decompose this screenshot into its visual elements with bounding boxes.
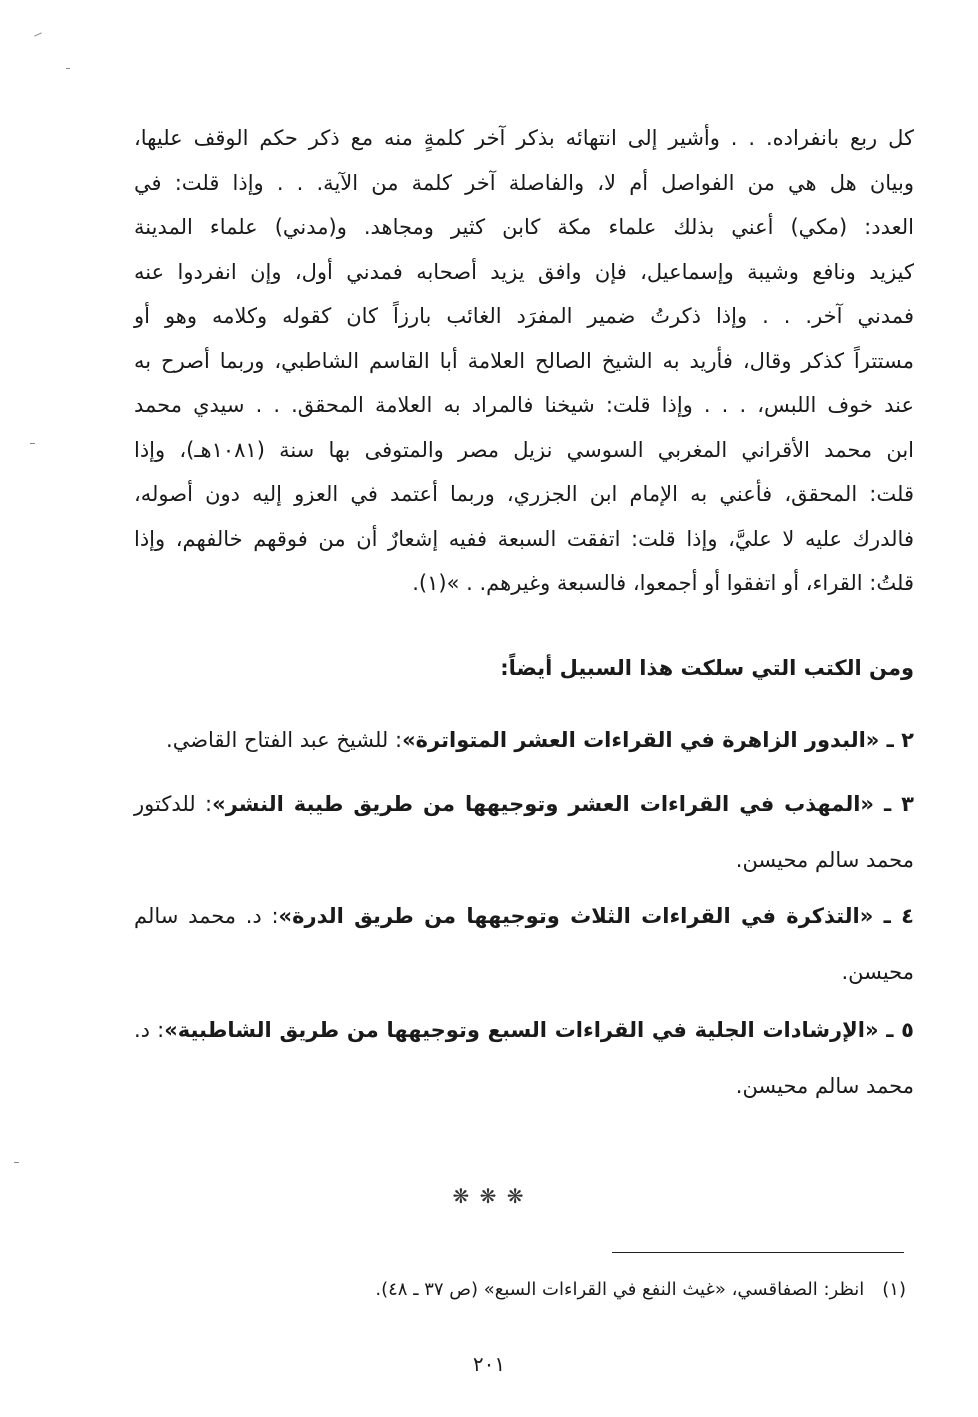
paragraph-line: كل ربع بانفراده. . . وأشير إلى انتهائه بذكر آخر كلمةٍ منه مع ذكر حكم الوقف عليها،	[134, 126, 914, 150]
book-author: : د. محمد سالم محيسن.	[134, 1018, 914, 1098]
list-item	[134, 712, 914, 768]
list-item	[134, 1002, 914, 1114]
book-author: : د. محمد سالم محيسن.	[134, 904, 914, 984]
paragraph-line: فالدرك عليه لا عليَّ، وإذا قلت: اتفقت السبعة ففيه إشعارٌ أن من فوقهم خالفهم، وإذا	[134, 526, 914, 551]
page-number: ٢٠١	[472, 1352, 506, 1376]
list-item	[134, 888, 914, 1000]
scan-speck	[14, 1162, 19, 1163]
list-item	[134, 776, 914, 888]
book-author: : للدكتور محمد سالم محيسن.	[134, 792, 914, 872]
paragraph-line: قلتُ: القراء، أو اتفقوا أو أجمعوا، فالسبعة وغيرهم. . »(١).	[412, 571, 914, 595]
scan-speck	[66, 68, 70, 69]
paragraph-line: مستتراً كذكر وقال، فأريد به الشيخ الصالح العلامة أبا القاسم الشاطبي، وربما أصرح به	[134, 348, 914, 373]
section-separator: ❋ ❋ ❋	[452, 1184, 526, 1208]
paragraph-line: كيزيد ونافع وشيبة وإسماعيل، فإن وافق يزيد أصحابه فمدني أول، وإن انفردوا عنه	[134, 259, 914, 284]
book-title: ٢ ـ «البدور الزاهرة في القراءات العشر المتواترة»	[402, 728, 914, 752]
scan-speck	[34, 32, 42, 36]
paragraph-line: العدد: (مكي) أعني بذلك علماء مكة كابن كثير ومجاهد. و(مدني) علماء المدينة	[134, 215, 914, 239]
paragraph-line: فمدني آخر. . . وإذا ذكرتُ ضمير المفرَد الغائب بارزاً كان كقوله وكلامه وهو أو	[134, 304, 914, 328]
section-intro: ومن الكتب التي سلكت هذا السبيل أيضاً:	[500, 656, 914, 680]
scan-speck	[30, 443, 35, 444]
book-title: ٣ ـ «المهذب في القراءات العشر وتوجيهها من طريق طيبة النشر»	[212, 792, 914, 816]
footnote-text: انظر: الصفاقسي، «غيث النفع في القراءات السبع» (ص ٣٧ ـ ٤٨).	[375, 1279, 865, 1300]
book-author: : للشيخ عبد الفتاح القاضي.	[166, 728, 403, 752]
paragraph-line: ابن محمد الأقراني المغربي السوسي نزيل مصر والمتوفى بها سنة (١٠٨١هـ)، وإذا	[134, 437, 914, 462]
paragraph-line: وبيان هل هي من الفواصل أم لا، والفاصلة آخر كلمة من الآية. . . وإذا قلت: في	[134, 170, 914, 195]
paragraph-line: قلت: المحقق، فأعني به الإمام ابن الجزري، وربما أعتمد في العزو إليه دون أصوله،	[134, 482, 914, 506]
book-title: ٤ ـ «التذكرة في القراءات الثلاث وتوجيهها من طريق الدرة»	[278, 904, 914, 928]
footnote-divider	[612, 1252, 904, 1253]
footnote	[134, 1274, 906, 1306]
book-title: ٥ ـ «الإرشادات الجلية في القراءات السبع وتوجيهها من طريق الشاطبية»	[164, 1018, 914, 1042]
paragraph-line: عند خوف اللبس، . . . وإذا قلت: شيخنا فالمراد به العلامة المحقق. . . سيدي محمد	[134, 393, 914, 417]
main-paragraph	[134, 116, 914, 606]
footnote-number: (١)	[882, 1279, 906, 1300]
